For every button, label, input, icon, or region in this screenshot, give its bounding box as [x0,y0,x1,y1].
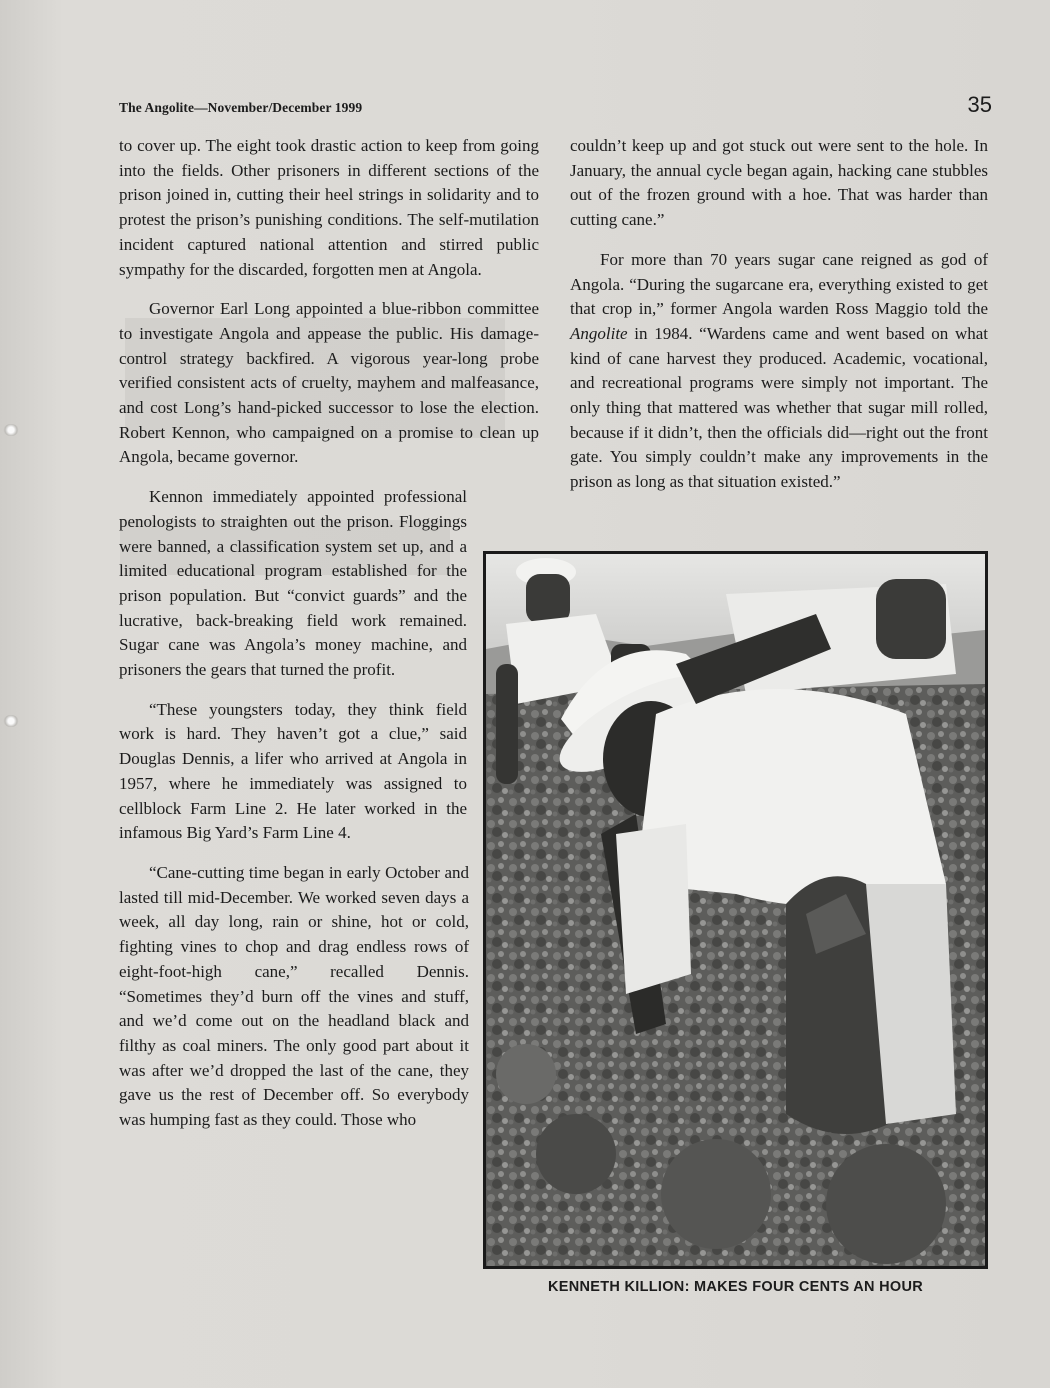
paragraph: “These youngsters today, they think field work is hard. They haven’t got a clue,” said Douglas Dennis, a lifer who arrived at Angola in 1957, where he immediately was assigned to cellblock Farm Line 2. He later worked in the infamous Big Yard’s Farm Line 4. [119,699,467,843]
photo-caption: KENNETH KILLION: MAKES FOUR CENTS AN HOUR [547,1279,924,1295]
paragraph [570,248,988,495]
paragraph: “Cane-cutting time began in early October and lasted till mid-December. We worked seven days a week, all day long, rain or shine, hot or cold, fighting vines to chop and drag endless rows of eight-foot-high cane,” recalled Dennis. “Sometimes they’d burn off the vines and stuff, and we’d come out on the headland black and filthy as coal miners. The only good part about it was after we’d dropped the last of the cane, they gave us the rest of December off. So everybody was humping fast as they could. Those who [119,862,469,1130]
paragraph-text: For more than 70 years sugar cane reigned as god of Angola. “During the sugarcane era, everything existed to get that crop in,” former Angola warden Ross Maggio told the [570,249,988,319]
paragraph-text: in 1984. “Wardens came and went based on what kind of cane harvest they produced. Academic, vocational, and recreational programs were simply not important. The only thing that mattered was whether that sugar mill rolled, because if it didn’t, then the officials did—right out the front gate. You simply couldn’t make any improvements in the prison as long as that situation existed.” [570,323,988,492]
paragraph: Kennon immediately appointed professional penologists to straighten out the prison. Floggings were banned, a classification system set up, and a limited educational program established for the prison population. But “convict guards” and the lucrative, back-breaking field work remained. Sugar cane was Angola’s money machine, and prisoners the gears that turned the profit. [119,487,467,680]
binding-hole [3,424,19,436]
field-workers-photo [483,551,988,1269]
page-number: 35 [967,92,992,117]
left-column [119,134,539,1148]
publication-title: Angolite [570,323,628,343]
running-head: The Angolite—November/December 1999 [119,100,363,115]
paragraph: to cover up. The eight took drastic action to keep from going into the fields. Other prisoners in different sections of the prison joined in, cutting their heel strings in solidarity and to protest the prison’s punishing conditions. The self-mutilation incident captured national attention and stirred public sympathy for the discarded, forgotten men at Angola. [119,136,539,279]
paragraph: couldn’t keep up and got stuck out were sent to the hole. In January, the annual cycle began again, hacking cane stubbles out of the frozen ground with a hoe. That was harder than cutting cane.” [570,136,988,230]
right-column [570,134,988,510]
paragraph: Governor Earl Long appointed a blue-ribbon committee to investigate Angola and appease the public. His damage-control strategy backfired. A vigorous year-long probe verified consistent acts of cruelty, mayhem and malfeasance, and cost Long’s hand-picked successor to lose the election. Robert Kennon, who campaigned on a promise to clean up Angola, became governor. [119,299,539,467]
field-workers-photo-icon [486,554,985,1266]
binding-hole [3,715,19,727]
